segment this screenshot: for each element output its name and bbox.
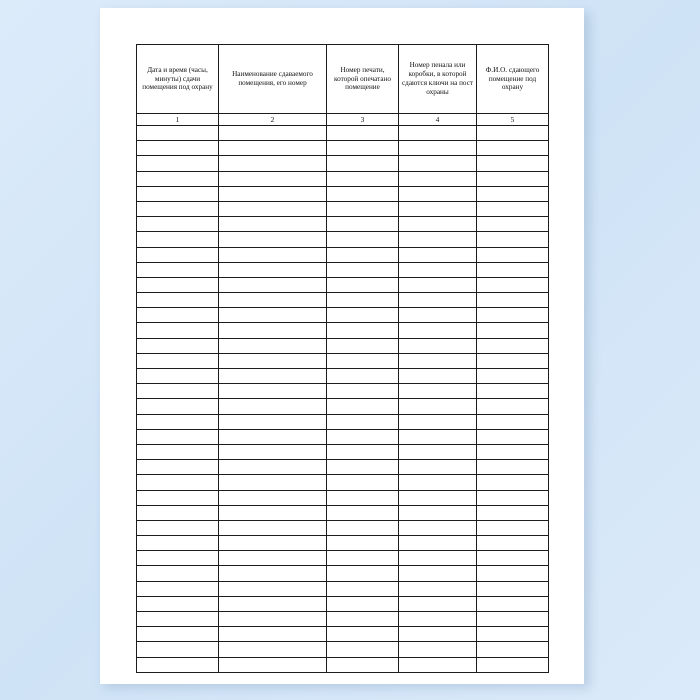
table-cell[interactable] — [137, 293, 219, 308]
table-cell[interactable] — [399, 642, 477, 657]
table-cell[interactable] — [219, 475, 327, 490]
table-cell[interactable] — [477, 353, 549, 368]
table-cell[interactable] — [477, 581, 549, 596]
table-cell[interactable] — [399, 627, 477, 642]
table-cell[interactable] — [477, 171, 549, 186]
table-cell[interactable] — [137, 186, 219, 201]
table-cell[interactable] — [327, 262, 399, 277]
table-cell[interactable] — [327, 475, 399, 490]
column-number-2: 2 — [219, 114, 327, 126]
table-cell[interactable] — [327, 429, 399, 444]
table-cell[interactable] — [327, 505, 399, 520]
table-cell[interactable] — [219, 444, 327, 459]
table-cell[interactable] — [399, 201, 477, 216]
table-cell[interactable] — [477, 444, 549, 459]
table-cell[interactable] — [477, 505, 549, 520]
table-cell[interactable] — [477, 232, 549, 247]
table-cell[interactable] — [399, 490, 477, 505]
table-cell[interactable] — [137, 338, 219, 353]
table-cell[interactable] — [219, 353, 327, 368]
table-cell[interactable] — [327, 232, 399, 247]
table-cell[interactable] — [327, 308, 399, 323]
table-row — [137, 444, 549, 459]
journal-table — [136, 44, 549, 673]
table-cell[interactable] — [219, 429, 327, 444]
table-cell[interactable] — [327, 141, 399, 156]
table-cell[interactable] — [137, 566, 219, 581]
table-cell[interactable] — [219, 460, 327, 475]
table-cell[interactable] — [219, 551, 327, 566]
table-cell[interactable] — [399, 551, 477, 566]
table-cell[interactable] — [219, 323, 327, 338]
table-row — [137, 384, 549, 399]
table-cell[interactable] — [137, 551, 219, 566]
table-cell[interactable] — [399, 429, 477, 444]
table-row — [137, 429, 549, 444]
table-row — [137, 414, 549, 429]
table-cell[interactable] — [219, 247, 327, 262]
table-cell[interactable] — [219, 201, 327, 216]
table-cell[interactable] — [327, 414, 399, 429]
table-cell[interactable] — [219, 581, 327, 596]
table-cell[interactable] — [477, 612, 549, 627]
table-cell[interactable] — [327, 293, 399, 308]
table-row — [137, 156, 549, 171]
table-cell[interactable] — [137, 490, 219, 505]
table-cell[interactable] — [399, 444, 477, 459]
table-cell[interactable] — [327, 444, 399, 459]
table-cell[interactable] — [137, 141, 219, 156]
table-cell[interactable] — [137, 429, 219, 444]
table-cell[interactable] — [477, 293, 549, 308]
table-cell[interactable] — [477, 536, 549, 551]
table-cell[interactable] — [137, 444, 219, 459]
table-cell[interactable] — [327, 551, 399, 566]
table-row — [137, 247, 549, 262]
table-cell[interactable] — [477, 186, 549, 201]
form-sheet — [136, 44, 548, 652]
table-cell[interactable] — [399, 277, 477, 292]
table-cell[interactable] — [219, 277, 327, 292]
table-cell[interactable] — [477, 308, 549, 323]
table-cell[interactable] — [477, 520, 549, 535]
table-cell[interactable] — [399, 247, 477, 262]
table-row — [137, 627, 549, 642]
table-cell[interactable] — [327, 247, 399, 262]
table-cell[interactable] — [327, 126, 399, 141]
table-cell[interactable] — [477, 657, 549, 672]
table-cell[interactable] — [219, 186, 327, 201]
table-cell[interactable] — [399, 171, 477, 186]
table-cell[interactable] — [477, 262, 549, 277]
table-cell[interactable] — [327, 596, 399, 611]
table-cell[interactable] — [137, 612, 219, 627]
column-header-person-name: Ф.И.О. сдающего помещение под охрану — [477, 45, 549, 114]
table-cell[interactable] — [137, 384, 219, 399]
table-cell[interactable] — [137, 353, 219, 368]
table-cell[interactable] — [477, 460, 549, 475]
table-cell[interactable] — [327, 581, 399, 596]
table-cell[interactable] — [219, 642, 327, 657]
column-number-row — [137, 114, 549, 126]
table-row — [137, 642, 549, 657]
table-row — [137, 399, 549, 414]
table-cell[interactable] — [219, 536, 327, 551]
table-cell[interactable] — [327, 338, 399, 353]
table-cell[interactable] — [399, 612, 477, 627]
table-cell[interactable] — [219, 338, 327, 353]
table-cell[interactable] — [219, 384, 327, 399]
table-cell[interactable] — [327, 642, 399, 657]
table-cell[interactable] — [219, 369, 327, 384]
table-cell[interactable] — [477, 277, 549, 292]
table-cell[interactable] — [477, 201, 549, 216]
table-cell[interactable] — [399, 414, 477, 429]
table-row — [137, 201, 549, 216]
table-cell[interactable] — [399, 262, 477, 277]
table-row — [137, 657, 549, 672]
table-cell[interactable] — [477, 156, 549, 171]
table-cell[interactable] — [219, 262, 327, 277]
table-cell[interactable] — [477, 475, 549, 490]
table-cell[interactable] — [137, 217, 219, 232]
table-cell[interactable] — [477, 217, 549, 232]
column-number-4: 4 — [399, 114, 477, 126]
table-cell[interactable] — [219, 490, 327, 505]
table-body — [137, 126, 549, 673]
table-cell[interactable] — [399, 323, 477, 338]
table-cell[interactable] — [327, 520, 399, 535]
table-cell[interactable] — [137, 581, 219, 596]
table-cell[interactable] — [399, 505, 477, 520]
table-cell[interactable] — [477, 596, 549, 611]
table-cell[interactable] — [477, 384, 549, 399]
table-cell[interactable] — [399, 536, 477, 551]
table-cell[interactable] — [327, 612, 399, 627]
table-row — [137, 262, 549, 277]
table-cell[interactable] — [137, 262, 219, 277]
table-cell[interactable] — [327, 323, 399, 338]
table-row — [137, 369, 549, 384]
table-row — [137, 338, 549, 353]
table-cell[interactable] — [477, 566, 549, 581]
table-cell[interactable] — [137, 369, 219, 384]
table-cell[interactable] — [477, 141, 549, 156]
table-row — [137, 232, 549, 247]
table-cell[interactable] — [477, 642, 549, 657]
table-row — [137, 277, 549, 292]
table-row — [137, 475, 549, 490]
table-cell[interactable] — [399, 369, 477, 384]
table-row — [137, 596, 549, 611]
table-cell[interactable] — [399, 566, 477, 581]
table-row — [137, 217, 549, 232]
table-cell[interactable] — [327, 369, 399, 384]
table-cell[interactable] — [327, 460, 399, 475]
table-cell[interactable] — [399, 384, 477, 399]
table-row — [137, 308, 549, 323]
table-cell[interactable] — [219, 566, 327, 581]
table-cell[interactable] — [137, 171, 219, 186]
table-cell[interactable] — [137, 475, 219, 490]
table-cell[interactable] — [327, 399, 399, 414]
table-cell[interactable] — [327, 277, 399, 292]
table-cell[interactable] — [399, 186, 477, 201]
table-cell[interactable] — [399, 460, 477, 475]
table-cell[interactable] — [137, 277, 219, 292]
column-header-key-box-number: Номер пенала или коробки, в которой сдаются ключи на пост охраны — [399, 45, 477, 114]
table-cell[interactable] — [399, 293, 477, 308]
table-cell[interactable] — [219, 141, 327, 156]
table-row — [137, 141, 549, 156]
column-number-3: 3 — [327, 114, 399, 126]
table-cell[interactable] — [399, 156, 477, 171]
table-cell[interactable] — [327, 536, 399, 551]
table-row — [137, 460, 549, 475]
column-header-seal-number: Номер печати, которой опечатано помещение — [327, 45, 399, 114]
table-cell[interactable] — [327, 186, 399, 201]
table-row — [137, 520, 549, 535]
table-cell[interactable] — [327, 217, 399, 232]
table-row — [137, 536, 549, 551]
table-cell[interactable] — [327, 353, 399, 368]
table-cell[interactable] — [477, 338, 549, 353]
table-header — [137, 45, 549, 126]
column-number-1: 1 — [137, 114, 219, 126]
table-cell[interactable] — [219, 156, 327, 171]
table-row — [137, 323, 549, 338]
table-cell[interactable] — [399, 353, 477, 368]
table-cell[interactable] — [399, 657, 477, 672]
table-row — [137, 612, 549, 627]
table-cell[interactable] — [219, 171, 327, 186]
table-cell[interactable] — [399, 399, 477, 414]
column-number-5: 5 — [477, 114, 549, 126]
table-cell[interactable] — [477, 490, 549, 505]
table-cell[interactable] — [477, 551, 549, 566]
table-cell[interactable] — [137, 536, 219, 551]
table-cell[interactable] — [399, 596, 477, 611]
table-cell[interactable] — [219, 612, 327, 627]
table-cell[interactable] — [327, 566, 399, 581]
table-cell[interactable] — [137, 460, 219, 475]
table-cell[interactable] — [137, 126, 219, 141]
table-cell[interactable] — [327, 490, 399, 505]
table-cell[interactable] — [219, 505, 327, 520]
table-cell[interactable] — [477, 126, 549, 141]
column-header-date-time: Дата и время (часы, минуты) сдачи помещения под охрану — [137, 45, 219, 114]
table-cell[interactable] — [219, 399, 327, 414]
table-cell[interactable] — [327, 156, 399, 171]
table-cell[interactable] — [137, 596, 219, 611]
table-cell[interactable] — [327, 627, 399, 642]
table-cell[interactable] — [477, 399, 549, 414]
table-cell[interactable] — [327, 201, 399, 216]
table-row — [137, 566, 549, 581]
table-cell[interactable] — [399, 141, 477, 156]
table-row — [137, 126, 549, 141]
table-row — [137, 505, 549, 520]
table-cell[interactable] — [219, 520, 327, 535]
table-cell[interactable] — [219, 308, 327, 323]
table-cell[interactable] — [137, 308, 219, 323]
table-cell[interactable] — [477, 323, 549, 338]
table-cell[interactable] — [137, 657, 219, 672]
table-row — [137, 490, 549, 505]
table-cell[interactable] — [477, 627, 549, 642]
table-cell[interactable] — [137, 399, 219, 414]
table-cell[interactable] — [137, 627, 219, 642]
table-cell[interactable] — [137, 414, 219, 429]
table-cell[interactable] — [219, 293, 327, 308]
table-cell[interactable] — [399, 475, 477, 490]
table-row — [137, 171, 549, 186]
table-cell[interactable] — [137, 323, 219, 338]
table-cell[interactable] — [399, 308, 477, 323]
column-header-room-name: Наименование сдаваемого помещения, его номер — [219, 45, 327, 114]
table-cell[interactable] — [137, 642, 219, 657]
table-row — [137, 293, 549, 308]
table-cell[interactable] — [477, 414, 549, 429]
table-cell[interactable] — [399, 217, 477, 232]
table-row — [137, 581, 549, 596]
table-row — [137, 551, 549, 566]
header-row — [137, 45, 549, 114]
table-cell[interactable] — [399, 338, 477, 353]
table-cell[interactable] — [477, 369, 549, 384]
table-row — [137, 186, 549, 201]
table-cell[interactable] — [219, 414, 327, 429]
table-cell[interactable] — [137, 505, 219, 520]
document-page — [100, 8, 584, 684]
table-cell[interactable] — [219, 217, 327, 232]
table-cell[interactable] — [399, 581, 477, 596]
table-cell[interactable] — [399, 520, 477, 535]
table-cell[interactable] — [327, 171, 399, 186]
table-cell[interactable] — [219, 657, 327, 672]
table-cell[interactable] — [327, 657, 399, 672]
table-cell[interactable] — [137, 156, 219, 171]
table-cell[interactable] — [137, 201, 219, 216]
table-row — [137, 353, 549, 368]
table-cell[interactable] — [477, 247, 549, 262]
table-cell[interactable] — [219, 596, 327, 611]
table-cell[interactable] — [137, 247, 219, 262]
table-cell[interactable] — [477, 429, 549, 444]
table-cell[interactable] — [219, 627, 327, 642]
table-cell[interactable] — [137, 520, 219, 535]
table-cell[interactable] — [399, 126, 477, 141]
table-cell[interactable] — [219, 126, 327, 141]
table-cell[interactable] — [219, 232, 327, 247]
table-cell[interactable] — [399, 232, 477, 247]
table-cell[interactable] — [137, 232, 219, 247]
table-cell[interactable] — [327, 384, 399, 399]
